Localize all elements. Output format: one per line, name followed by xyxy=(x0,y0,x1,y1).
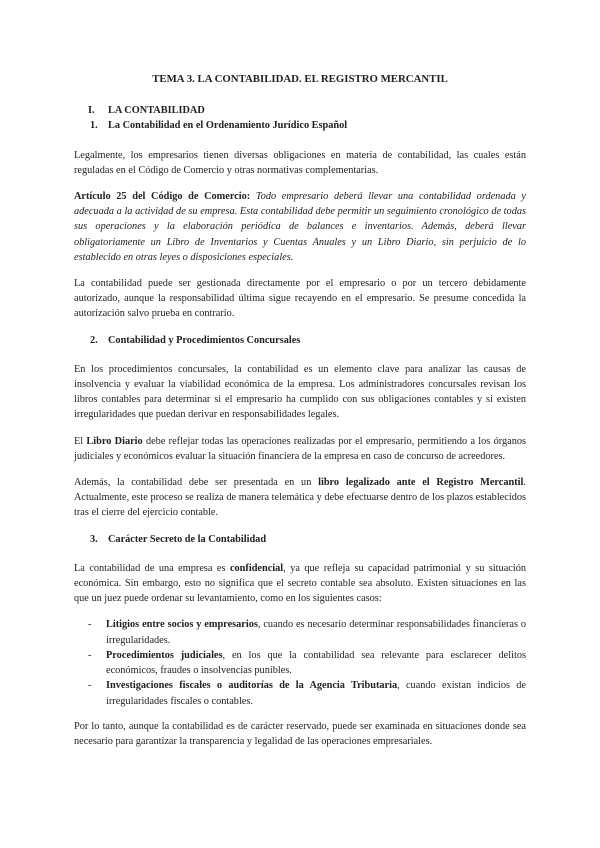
dash-bullet: - xyxy=(88,649,92,661)
dash-bullet: - xyxy=(88,619,92,631)
list-item xyxy=(74,678,526,708)
subsection-number: 1. xyxy=(90,120,98,132)
subsection-number: 2. xyxy=(90,334,98,346)
list-item-text: , cuando es necesario determinar responsabilidades financieras o irregularidades. xyxy=(106,619,526,646)
list-item-emphasis: Investigaciones fiscales o auditorías de la Agencia Tributaria xyxy=(106,680,398,692)
paragraph-obligaciones: Legalmente, los empresarios tienen diversas obligaciones en materia de contabilidad, las cuales están reguladas en el Código de Comercio y otras normativas complementarias. xyxy=(74,149,526,176)
text-run: La contabilidad de una empresa es xyxy=(74,562,230,574)
list-item-text: , en los que la contabilidad sea relevante para esclarecer delitos económicos, fraudes o insolvencias punibles. xyxy=(106,649,526,677)
dash-bullet: - xyxy=(88,680,92,692)
paragraph-conclusion: Por lo tanto, aunque la contabilidad es de carácter reservado, puede ser examinada en situaciones donde sea necesario para garantizar la transparencia y legalidad de las operaciones empresariales. xyxy=(74,720,526,747)
list-item-emphasis: Litigios entre socios y empresarios xyxy=(106,619,258,631)
document-title: TEMA 3. LA CONTABILIDAD. EL REGISTRO MERCANTIL xyxy=(152,73,448,85)
paragraph-libro-legalizado xyxy=(74,475,526,521)
subsection-number: 3. xyxy=(90,533,98,545)
article-reference: Artículo 25 del Código de Comercio: xyxy=(74,191,251,203)
section-label: LA CONTABILIDAD xyxy=(108,105,205,117)
paragraph-articulo-25 xyxy=(74,189,526,265)
text-run: El xyxy=(74,435,87,447)
paragraph-procedimientos: En los procedimientos concursales, la contabilidad es un elemento clave para analizar las causas de insolvencia y evaluar la viabilidad económica de la empresa. Los administradores concursales revisan los libros contables para determinar si el empresario ha cumplido con sus obligaciones contables y si existen irregularidades que puedan derivar en responsabilidades legales. xyxy=(74,363,526,421)
paragraph-confidencial xyxy=(74,561,526,607)
text-run: Además, la contabilidad debe ser presentada en un xyxy=(74,477,319,489)
subsection-heading-concursales xyxy=(74,333,526,348)
emphasis-libro-diario: Libro Diario xyxy=(86,435,143,447)
text-run: , ya que refleja su capacidad patrimonial y su situación económica. Sin embargo, esto no significa que el secreto contable sea absoluto. Existen situaciones en las que un juez puede ordenar su levantamiento, como en los siguientes casos: xyxy=(74,562,526,605)
list-item-text: , cuando existan indicios de irregularidades fiscales o contables. xyxy=(106,680,526,707)
section-heading-contabilidad xyxy=(74,103,526,118)
paragraph-gestion: La contabilidad puede ser gestionada directamente por el empresario o por un tercero debidamente autorizado, aunque la responsabilidad última sigue recayendo en el empresario. Se presume concedida la autorización salvo prueba en contrario. xyxy=(74,278,526,320)
emphasis-registro-mercantil: libro legalizado ante el Registro Mercantil xyxy=(318,477,524,489)
subsection-label: La Contabilidad en el Ordenamiento Jurídico Español xyxy=(108,120,348,132)
article-quote: Todo empresario deberá llevar una contabilidad ordenada y adecuada a la actividad de su empresa. Esta contabilidad debe permitir un seguimiento cronológico de todas sus operaciones y la elaboración periódica de balances e inventarios. Además, deberá llevar obligatoriamente un Libro de Inventarios y Cuentas Anuales y un Libro Diario, sin perjuicio de lo establecido en otras leyes o disposiciones especiales. xyxy=(74,191,526,263)
text-run: debe reflejar todas las operaciones realizadas por el empresario, permitiendo a los órganos judiciales y económicos evaluar la situación financiera de la empresa en caso de concurso de acreedores. xyxy=(74,435,526,462)
paragraph-libro-diario xyxy=(74,434,526,464)
subsection-heading-secreto xyxy=(74,532,526,547)
subsection-heading-ordenamiento xyxy=(74,118,526,133)
subsection-label: Carácter Secreto de la Contabilidad xyxy=(108,533,267,545)
list-item-emphasis: Procedimientos judiciales xyxy=(106,649,223,661)
exceptions-list xyxy=(74,617,526,708)
list-item xyxy=(74,648,526,678)
list-item xyxy=(74,617,526,647)
section-number: I. xyxy=(88,105,95,117)
emphasis-confidencial: confidencial xyxy=(229,562,284,574)
subsection-label: Contabilidad y Procedimientos Concursales xyxy=(108,334,301,346)
text-run: . Actualmente, este proceso se realiza de manera telemática y debe efectuarse dentro de los plazos establecidos tras el cierre del ejercicio contable. xyxy=(74,477,526,519)
